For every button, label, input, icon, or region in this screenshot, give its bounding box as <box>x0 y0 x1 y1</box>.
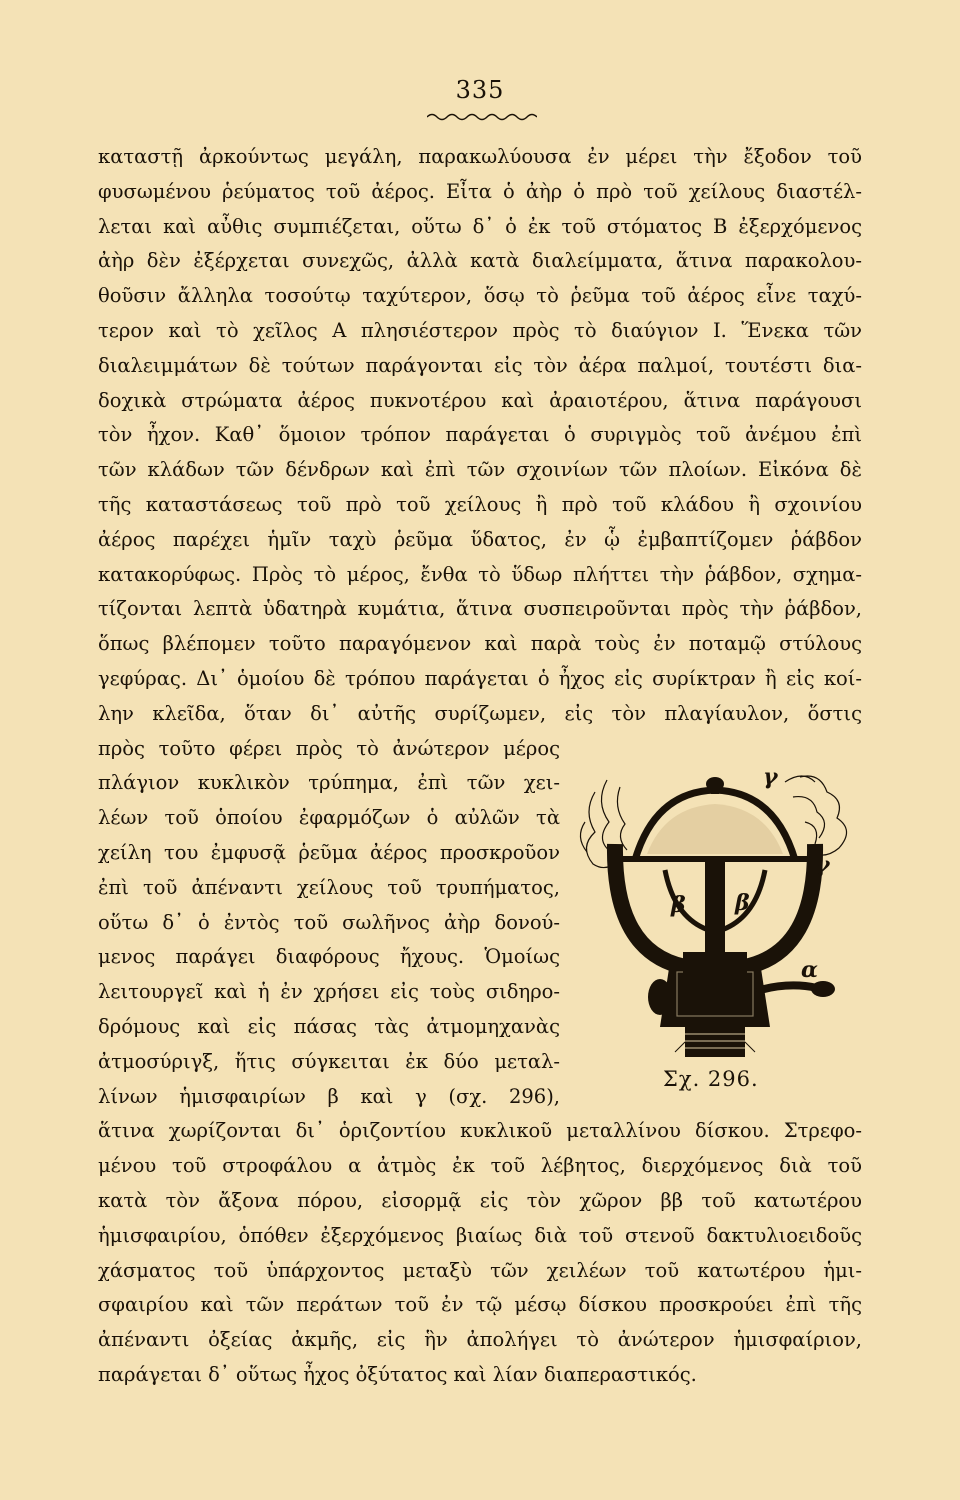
text-line: ἅτινα χωρίζονται δι᾿ ὁριζοντίου κυκλικοῦ μεταλλίνου δίσκου. Στρεφο- <box>98 1119 862 1143</box>
page-number: 335 <box>455 76 505 104</box>
figure-label-gamma-lower: γ <box>815 852 830 878</box>
text-line: φυσωμένου ῥεύματος τοῦ ἀέρος. Εἶτα ὁ ἀὴρ ὁ πρὸ τοῦ χείλους διαστέλ- <box>98 179 862 203</box>
text-line: λέων τοῦ ὁποίου ἐφαρμόζων ὁ αὐλῶν τὰ <box>98 806 560 830</box>
text-line: σφαιρίου καὶ τῶν περάτων τοῦ ἐν τῷ μέσῳ δίσκου προσκρούει ἐπὶ τῆς <box>98 1293 862 1317</box>
text-line: ἀέρος παρέχει ἡμῖν ταχὺ ῥεῦμα ὕδατος, ἐν ᾧ ἐμβαπτίζομεν ῥάβδον <box>98 527 862 551</box>
figure-label-gamma-upper: γ <box>763 764 778 790</box>
text-line: καταστῇ ἀρκούντως μεγάλη, παρακωλύουσα ἐν μέρει τὴν ἔξοδον τοῦ <box>98 145 862 168</box>
text-line: ὅπως βλέπομεν τοῦτο παραγόμενον καὶ παρὰ τοὺς ἐν ποταμῷ στύλους <box>98 632 862 656</box>
text-line: ἡμισφαιρίου, ὁπόθεν ἐξερχόμενος βιαίως διὰ τοῦ στενοῦ δακτυλιοειδοῦς <box>98 1223 862 1247</box>
text-line: πλάγιον κυκλικὸν τρύπημα, ἐπὶ τῶν χει- <box>98 771 560 795</box>
text-line: ἐπὶ τοῦ ἀπέναντι χείλους τοῦ τρυπήματος, <box>98 875 560 899</box>
page-number-ornament <box>427 112 537 122</box>
text-line: λεται καὶ αὖθις συμπιέζεται, οὕτω δ᾿ ὁ ἐκ τοῦ στόματος Β ἐξερχόμενος <box>98 214 862 238</box>
text-line: κατακορύφως. Πρὸς τὸ μέρος, ἔνθα τὸ ὕδωρ πλήττει τὴν ῥάβδον, σχημα- <box>98 562 862 586</box>
text-line: τῆς καταστάσεως τοῦ πρὸ τοῦ χείλους ἢ πρὸ τοῦ κλάδου ἢ σχοινίου <box>98 492 862 516</box>
text-line: παράγεται δ᾿ οὕτως ἦχος ὀξύτατος καὶ λίαν διαπεραστικός. <box>98 1362 697 1386</box>
steam-whistle-drawing <box>565 752 865 1072</box>
text-line: διαλειμμάτων δὲ τούτων παράγονται εἰς τὸν ἀέρα παλμοί, τουτέστι δια- <box>98 353 862 377</box>
text-line: λειτουργεῖ καὶ ἡ ἐν χρήσει εἰς τοὺς σιδηρο- <box>98 980 560 1004</box>
text-line: ἀὴρ δὲν ἐξέρχεται συνεχῶς, ἀλλὰ κατὰ διαλείμματα, ἅτινα παρακολου- <box>98 249 862 273</box>
figure-label-beta-right: β <box>735 890 750 916</box>
text-line: τίζονται λεπτὰ ὑδατηρὰ κυμάτια, ἅτινα συσπειροῦνται πρὸς τὴν ῥάβδον, <box>98 597 862 621</box>
text-line: τῶν κλάδων τῶν δένδρων καὶ ἐπὶ τῶν σχοινίων τῶν πλοίων. Εἰκόνα δὲ <box>98 458 862 482</box>
text-line: μενος παράγει διαφόρους ἤχους. Ὁμοίως <box>98 945 560 969</box>
figure-label-alpha: α <box>801 957 818 983</box>
figure-caption: Σχ. 296. <box>663 1067 759 1091</box>
text-line: δρόμους καὶ εἰς πάσας τὰς ἀτμομηχανὰς <box>98 1014 560 1038</box>
text-line: οὕτω δ᾿ ὁ ἐντὸς τοῦ σωλῆνος ἀὴρ δονού- <box>98 910 560 934</box>
text-line: θοῦσιν ἄλληλα τοσούτῳ ταχύτερον, ὅσῳ τὸ ῥεῦμα τοῦ ἀέρος εἶνε ταχύ- <box>98 284 862 308</box>
text-line: τερον καὶ τὸ χεῖλος Α πλησιέστερον πρὸς τὸ διαύγιον Ι. Ἕνεκα τῶν <box>98 318 862 342</box>
steam-whistle-figure <box>565 752 865 1072</box>
text-line: δοχικὰ στρώματα ἀέρος πυκνοτέρου καὶ ἀραιοτέρου, ἅτινα παράγουσι <box>98 388 862 412</box>
text-line: ἀτμοσύριγξ, ἥτις σύγκειται ἐκ δύο μεταλ- <box>98 1049 560 1073</box>
text-line: λην κλεῖδα, ὅταν δι᾿ αὐτῆς συρίζωμεν, εἰς τὸν πλαγίαυλον, ὅστις <box>98 701 862 725</box>
text-line: χείλη του ἐμφυσᾷ ῥεῦμα ἀέρος προσκροῦον <box>98 840 560 864</box>
text-line: πρὸς τοῦτο φέρει πρὸς τὸ ἀνώτερον μέρος <box>98 736 560 760</box>
text-line: χάσματος τοῦ ὑπάρχοντος μεταξὺ τῶν χειλέων τοῦ κατωτέρου ἡμι- <box>98 1258 862 1282</box>
text-line: μένου τοῦ στροφάλου α ἀτμὸς ἐκ τοῦ λέβητος, διερχόμενος διὰ τοῦ <box>98 1154 862 1178</box>
text-line: γεφύρας. Δι᾿ ὁμοίου δὲ τρόπου παράγεται ὁ ἦχος εἰς συρίκτραν ἢ εἰς κοί- <box>98 666 862 690</box>
text-line: κατὰ τὸν ἄξονα πόρου, εἰσορμᾷ εἰς τὸν χῶρον ββ τοῦ κατωτέρου <box>98 1188 862 1212</box>
figure-label-beta-left: β <box>671 892 686 918</box>
text-line: ἀπέναντι ὀξείας ἀκμῆς, εἰς ἣν ἀπολήγει τὸ ἀνώτερον ἡμισφαίριον, <box>98 1328 862 1352</box>
text-line: τὸν ἦχον. Καθ᾿ ὅμοιον τρόπον παράγεται ὁ συριγμὸς τοῦ ἀνέμου ἐπὶ <box>98 423 862 447</box>
text-line: λίνων ἡμισφαιρίων β καὶ γ (σχ. 296), <box>98 1084 560 1108</box>
